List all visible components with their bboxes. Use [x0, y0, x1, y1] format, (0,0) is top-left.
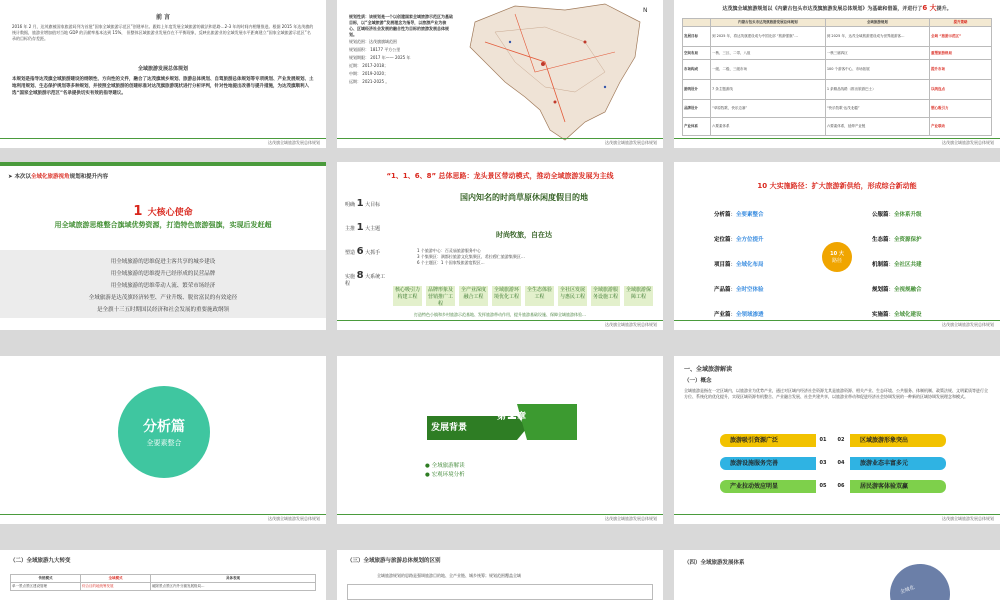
path-label: 公服篇: [872, 212, 889, 218]
slide-footer: [337, 138, 663, 148]
diff-table: [347, 584, 653, 600]
strategy-verb: 主推: [345, 226, 356, 232]
feature-num: 04: [837, 460, 845, 466]
feature-pill: 旅游吸引资源广泛: [720, 434, 816, 447]
table-row: [683, 100, 992, 118]
path-value: 全视规融合: [894, 287, 922, 293]
strategy-item: [345, 248, 389, 272]
plan-line: 中期： 2019-2020；: [349, 71, 389, 76]
plan-line: 规划范围：达茂旗旗域范围: [349, 39, 397, 44]
svg-text:N: N: [643, 7, 648, 14]
mission-item: 是全旗十三五时期国民经济和社会发展的重要施政纲领: [96, 307, 229, 313]
table-header-row: [683, 19, 992, 27]
path-label: 产品篇: [714, 287, 731, 293]
table-row: [683, 118, 992, 136]
table-header: 内蒙古包头市达茂旗旅游发展总体规划: [711, 19, 826, 27]
table-header: 全域旅游规划: [825, 19, 929, 27]
table-cell: 空间布局: [683, 47, 711, 60]
slide-overview-map[interactable]: [337, 0, 663, 148]
slide-nine-changes[interactable]: [0, 550, 326, 600]
diff-sub: 全域旅游规划的思路是强调旅游目的地、全产业链、城乡统筹；规划范围覆盖全域: [377, 573, 521, 578]
engineering-box: 全域旅游环境优化工程: [492, 286, 521, 306]
strategy-verb: 明确: [345, 202, 356, 208]
path-label: 分析篇: [714, 212, 731, 218]
table-cell: 品牌设计: [683, 100, 711, 118]
upgrade-title-a: 达茂旗全域旅游规划以《内蒙古包头市达茂旗旅游发展总体规划》为基础和借鉴，并进行了: [722, 6, 923, 12]
table-cell: 7 条主题游线: [711, 80, 826, 100]
table-cell: 发展目标: [683, 27, 711, 47]
engineering-box: 全域旅游保障工程: [624, 286, 653, 306]
goal-box: [393, 192, 655, 208]
system-tag: 全域化: [899, 584, 916, 596]
engineering-box: 核心吸引力构建工程: [393, 286, 422, 306]
feature-num: 05: [819, 483, 827, 489]
path-item: 定位篇：全方位提升: [714, 237, 764, 243]
slide-footer: [337, 514, 663, 524]
table-cell: 游线设计: [683, 80, 711, 100]
slide-footer: [674, 320, 1000, 330]
footer-text: 达茂旗全域旅游发展总体规划: [942, 322, 994, 327]
table-cell: 产业联动: [930, 118, 992, 136]
strategy-item: [345, 272, 389, 296]
preface-subtitle: 全域旅游发展总体规划: [137, 66, 188, 72]
table-row: [11, 583, 316, 591]
slide-analysis-cover[interactable]: [0, 356, 326, 524]
strategy-noun: 大主题: [365, 226, 381, 232]
slide-footer: [337, 320, 663, 330]
preface-title: 前 言: [155, 14, 171, 21]
feature-num: 03: [819, 460, 827, 466]
upgrade-title-num: 6 大: [922, 4, 937, 12]
path-item: 公服篇：全体系升级: [872, 212, 922, 218]
hub-list: [417, 248, 637, 266]
heading-highlight: 全域化旅游视角: [31, 174, 70, 180]
table-cell: 一核三廊四区: [825, 47, 929, 60]
strategy-item: [345, 224, 389, 248]
paths-center-num: 10 大: [830, 251, 844, 257]
footer-text: 达茂旗全域旅游发展总体规划: [268, 516, 320, 521]
heading-part: 规划和提升内容: [69, 174, 109, 180]
table-cell: 单一景点景区建设管理: [11, 583, 81, 591]
table-cell: 提升市场: [930, 60, 992, 80]
mission-label: 大核心使命: [147, 208, 193, 218]
upgrade-table: [682, 18, 992, 136]
path-value: 全时空体验: [736, 287, 764, 293]
table-row: [683, 60, 992, 80]
table-header: 全域模式: [81, 575, 151, 583]
plan-info: [349, 14, 454, 86]
path-item: 分析篇：全要素整合: [714, 212, 764, 218]
strategy-num: 1: [356, 222, 364, 233]
strategy-noun: 大目标: [365, 202, 381, 208]
path-value: 全领域渗透: [736, 312, 764, 318]
slide-upgrade-table[interactable]: [674, 0, 1000, 148]
mission-item: 用全域旅游的思维带动人流、繁荣市场经济: [110, 283, 216, 289]
table-cell: 破除景点景区内外分割发展格局…: [151, 583, 316, 591]
table-header: 提升策略: [930, 19, 992, 27]
table-cell: “草原牧歌，快乐边塞”: [711, 100, 826, 118]
strategy-noun: 大抓手: [365, 250, 381, 256]
slide-preface[interactable]: [0, 0, 326, 148]
feature-pill: 产业拉动效应明显: [720, 480, 816, 493]
system-title: （四）全域旅游发展体系: [684, 560, 745, 566]
path-value: 全体系升级: [894, 212, 922, 218]
table-header: 传统模式: [11, 575, 81, 583]
changes-table: [10, 574, 316, 591]
slide-concept[interactable]: [674, 356, 1000, 524]
preface-para2: 本规划是指导达茂旗全域旅游建设的纲领性、方向性的文件，融合了达茂旗城乡规划、旅游总体规划、自驾旅游总体规划等专项规划、产业发展规划、土地利用规划、生态保护规划等多种规划，并按照全域旅游的创建标准对达茂旗旅游现状进行分析评判，针对性地提出改善与提升措施，为达茂旗顺利入选“国家全域旅游示范区”名录提供切实有效的指导建议。: [12, 77, 314, 96]
footer-text: 达茂旗全域旅游发展总体规划: [605, 516, 657, 521]
plan-line: 规划期限： 2017 年—— 2025 年: [349, 55, 411, 60]
mission-item: 用全域旅游的思维提升已经形成的民营品牌: [110, 271, 216, 277]
path-value: 全社区共建: [894, 262, 922, 268]
table-cell: 综合目的地统筹发展: [81, 583, 151, 591]
table-cell: 一级、二级、三级市场: [711, 60, 826, 80]
engineering-boxes: [393, 286, 655, 306]
feature-pill: 居民游客体验双赢: [850, 480, 946, 493]
slide-dev-system[interactable]: [674, 550, 1000, 600]
plan-line: 规划性质：该规划是一个以创建国家全域旅游示范区为基础目标，以“全域旅游”发展理念为指导，以旅游产业为核心、区域经济社会发展的融合性为目标的旅游发展总体规划。: [349, 14, 453, 37]
strategy-noun: 大系统工程: [345, 274, 386, 287]
paths-right: [872, 210, 982, 330]
engineering-box: 全社区发展与惠民工程: [558, 286, 587, 306]
feature-pill: 旅游业态丰富多元: [850, 457, 946, 470]
paths-left: [714, 210, 814, 330]
mission-title: [0, 200, 326, 219]
plan-line: 近期： 2017-2018；: [349, 63, 389, 68]
chapter-item: ● 全域旅游解读: [425, 463, 465, 469]
paths-center: [822, 242, 852, 272]
slide-footer: [674, 138, 1000, 148]
concept-h1: 一、全域旅游解读: [684, 366, 733, 373]
hub-item: 6 个主题区：1 个国家级旅游度假区…: [417, 260, 485, 265]
mission-list: [0, 250, 326, 318]
path-label: 生态篇: [872, 237, 889, 243]
table-row: [683, 27, 992, 47]
path-label: 定位篇: [714, 237, 731, 243]
feature-pill: 区域旅游形象突出: [850, 434, 946, 447]
upgrade-title-b: 提升。: [936, 6, 952, 12]
table-cell: 全域 “旅游示范区”: [930, 27, 992, 47]
path-label: 实施篇: [872, 312, 889, 318]
table-cell: 一核、三区、二带、八组: [711, 47, 826, 60]
chapter-item-text: 全域旅游解读: [431, 463, 465, 469]
chapter-item: ● 宏观环境分析: [425, 472, 465, 478]
feature-num: 01: [819, 437, 827, 443]
path-value: 全域化建设: [894, 312, 922, 318]
paths-title: 10 大实施路径：扩大旅游新供给，形成综合新动能: [757, 182, 917, 190]
strategy-verb: 实施: [345, 274, 356, 280]
footer-text: 达茂旗全域旅游发展总体规划: [942, 140, 994, 145]
mission-item: 全域旅游是达茂旗经济转型、产业升级、脱贫富民的有效途径: [88, 295, 238, 301]
table-cell: 100 个游客中心、市场拓展: [825, 60, 929, 80]
path-item: 产业篇：全领域渗透: [714, 312, 764, 318]
table-row: [683, 80, 992, 100]
system-diagram: [882, 556, 959, 600]
hub-item: 1 个旅游中心：百灵庙旅游服务中心: [417, 248, 481, 253]
table-cell: 六要素体系: [711, 118, 826, 136]
path-item: 项目篇：全域化布局: [714, 262, 764, 268]
strategy-item: [345, 200, 389, 224]
chapter-number: [497, 404, 526, 423]
plan-line: 规划面积： 18177 平方公里: [349, 47, 401, 52]
chapter-prefix: 第: [497, 412, 507, 422]
hub-item: 3 个集聚区：满都拉旅游文化集聚区、希拉穆仁旅游集聚区…: [417, 254, 525, 259]
plan-line: 远期： 2021-2025 。: [349, 79, 390, 84]
slide-chapter-1[interactable]: [337, 356, 663, 524]
analysis-title: 分析篇: [143, 419, 185, 435]
table-cell: 1 条精品线路（推出旅游巴士）: [825, 80, 929, 100]
feature-num: 02: [837, 437, 845, 443]
table-cell: “快乐牧歌·达茂北疆”: [825, 100, 929, 118]
concept-para: 全域旅游是指在一定区域内，以旅游业为优势产业，通过对区域内经济社会资源尤其是旅游资源、相关产业、生态环境、公共服务、体制机制、政策法规、文明素质等进行全方位、系统化的优化提升，实现区域资源有机整合、产业融合发展、社会共建共享，以旅游业带动和促进经济社会协调发展的一种新的区域协调发展理念和模式。: [684, 388, 988, 399]
chapter-item-text: 宏观环境分析: [431, 472, 465, 478]
table-cell: 六要素体系，延伸产业链: [825, 118, 929, 136]
strategy-num: 1: [356, 198, 364, 209]
engineering-box: 品牌形象及营销推广工程: [427, 287, 453, 307]
slide-footer: [0, 138, 326, 148]
path-label: 产业篇: [714, 312, 731, 318]
slide-footer: [0, 514, 326, 524]
table-cell: 市场构成: [683, 60, 711, 80]
path-item: 规划篇：全视规融合: [872, 287, 922, 293]
path-item: 产品篇：全时空体验: [714, 287, 764, 293]
goal-text: 国内知名的时尚草原休闲度假目的地: [460, 193, 588, 202]
paths-center-label: 路径: [831, 258, 842, 264]
path-item: 机制篇：全社区共建: [872, 262, 922, 268]
path-value: 全方位提升: [736, 237, 764, 243]
path-value: 全域化布局: [736, 262, 764, 268]
theme-text: 时尚牧旅，自在达: [496, 231, 552, 239]
table-cell: 到 2025 年，将达茂旗建设成为中国北部 “旅游强旗”…: [711, 27, 826, 47]
chapter-suffix: 章: [517, 412, 527, 422]
footer-text: 达茂旗全域旅游发展总体规划: [605, 322, 657, 327]
table-header: 具体表现: [151, 575, 316, 583]
chapter-heading: 发展背景: [431, 423, 468, 433]
slide-plan-differences[interactable]: [337, 550, 663, 600]
table-cell: 以线连点: [930, 80, 992, 100]
strategy-num: 8: [356, 270, 364, 281]
table-cell: 重塑旅游格局: [930, 47, 992, 60]
path-label: 规划篇: [872, 287, 889, 293]
concept-h2: （一）概念: [684, 378, 712, 384]
table-cell: 产业体系: [683, 118, 711, 136]
path-value: 全资源保护: [894, 237, 922, 243]
strategy-num: 6: [356, 246, 364, 257]
slide-1168-strategy[interactable]: [337, 162, 663, 330]
engineering-box: 全域旅游服务设施工程: [591, 286, 620, 306]
path-item: 实施篇：全域化建设: [872, 312, 922, 318]
changes-title: （二）全域旅游九大转变: [10, 558, 71, 564]
engineering-box: 全产业深度融合工程: [459, 286, 488, 306]
path-item: 生态篇：全资源保护: [872, 237, 922, 243]
footer-text: 达茂旗全域旅游发展总体规划: [605, 140, 657, 145]
feature-num: 06: [837, 483, 845, 489]
analysis-subtitle: 全要素整合: [146, 439, 182, 447]
footer-text: 达茂旗全域旅游发展总体规划: [942, 516, 994, 521]
mission-item: 用全域旅游的思维促进主客共享的城乡建设: [110, 259, 216, 265]
engineering-box: 全生态体验工程: [525, 286, 554, 306]
strategy-bottom: 打造特色小镇和乡村旅游示范基地、发挥旅游带动作用，提升旅游基础设施、保障全域旅游体验…: [414, 312, 586, 317]
footer-text: 达茂旗全域旅游发展总体规划: [268, 140, 320, 145]
region-map: [455, 2, 655, 142]
mission-subtitle: 用全域旅游思维整合旗域优势资源，打造特色旅游强旗，实现后发赶超: [54, 221, 272, 229]
strategy-title: “1、1、6、8” 总体思路：龙头景区带动模式，推动全域旅游发展为主线: [386, 172, 614, 180]
strategy-verb: 塑造: [345, 250, 356, 256]
preface-para: 2016 年 2 月，达茂旗被国家旅游局列为首批“国家全域旅游示范区”创建单位。跟踪上年度发展全域旅游的做法和思路…2-3 年的时间内相继推进。根据 2015 年达茂旗的统计数据，旅游业增加值对当地 GDP 的贡献率基本达到 15%， 但整体区域旅游业发展存在不平衡现象，反映出旅游业的全域发展水平距离建立“国家全域旅游示范区”名录的目标仍存差距。: [12, 24, 314, 41]
path-value: 全要素整合: [736, 212, 764, 218]
table-header-row: [11, 575, 316, 583]
slide-core-mission[interactable]: [0, 162, 326, 330]
chapter-num: 1: [506, 404, 518, 423]
chapter-items: [425, 462, 465, 480]
slide-10-paths[interactable]: [674, 162, 1000, 330]
slide-footer: [674, 514, 1000, 524]
table-row: [683, 47, 992, 60]
strategy-left-list: [345, 200, 389, 296]
path-label: 机制篇: [872, 262, 889, 268]
slide-header-bar: [0, 162, 326, 166]
path-label: 项目篇: [714, 262, 731, 268]
table-header: [683, 19, 711, 27]
diff-title: （三）全域旅游与旅游总体规划的区别: [347, 558, 441, 564]
feature-pill: 旅游设施服务完善: [720, 457, 816, 470]
table-cell: 塑心吸引力: [930, 100, 992, 118]
heading-part: 本次以: [14, 174, 32, 180]
mission-heading: ➤ 本次以全域化旅游视角规划和提升内容: [8, 174, 109, 180]
mission-num: 1: [133, 204, 143, 219]
upgrade-title: [674, 5, 1000, 13]
table-cell: 到 2025 年，达茂全域旅游建设成为世界级游客…: [825, 27, 929, 47]
